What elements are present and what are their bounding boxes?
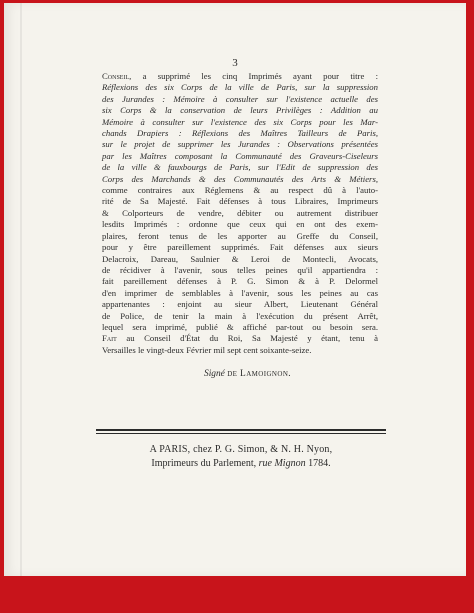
body-line-segment: Delacroix, Dareau, Saulnier & Leroi de Montecli, Avocats, bbox=[102, 253, 378, 264]
body-line-segment: Conseil bbox=[102, 71, 130, 81]
signed-word: Signé bbox=[204, 369, 225, 379]
body-line-segment: Réflexions des six Corps de la ville de Paris, sur la suppression bbox=[102, 82, 378, 93]
body-line bbox=[102, 242, 378, 253]
body-line bbox=[102, 288, 378, 299]
body-line-segment: lesdits Imprimés : ordonne que ceux qui en ont des exem- bbox=[102, 219, 378, 230]
body-line bbox=[102, 276, 378, 287]
body-line bbox=[102, 185, 378, 196]
body-line bbox=[102, 208, 378, 219]
body-line-segment: des Jurandes : Mémoire à consulter sur l'existence actuelle des bbox=[102, 93, 378, 104]
body-line-segment: au Conseil d'État du Roi, Sa Majesté y étant, tenu à bbox=[116, 333, 378, 344]
body-line bbox=[102, 151, 378, 162]
body-line bbox=[102, 299, 378, 310]
body-line bbox=[102, 139, 378, 150]
body-line-segment: Fait bbox=[102, 333, 117, 344]
body-line-segment: appartenantes : enjoint au sieur Albert, Lieutenant Général bbox=[102, 299, 378, 310]
decree-body-text bbox=[102, 71, 378, 356]
body-line-segment: sur le projet de supprimer les Jurandes : Observations présentées bbox=[102, 139, 378, 150]
body-line bbox=[102, 231, 378, 242]
body-line-segment: Mémoire à consulter sur l'existence des six Corps pour les Mar- bbox=[102, 116, 378, 127]
body-line bbox=[102, 117, 378, 128]
body-line bbox=[102, 311, 378, 322]
page-gutter-shadow bbox=[20, 3, 22, 576]
document-page bbox=[4, 3, 466, 576]
body-line bbox=[102, 322, 378, 333]
body-line-segment: de Police, de tenir la main à l'exécution du présent Arrêt, bbox=[102, 310, 378, 321]
imprint-street: rue Mignon bbox=[258, 458, 306, 469]
body-line-segment: par les Maîtres composant la Communauté des Graveurs-Ciseleurs bbox=[102, 150, 378, 161]
imprint-line-1: A PARIS, chez P. G. Simon, & N. H. Nyon, bbox=[149, 444, 333, 455]
body-line bbox=[102, 219, 378, 230]
body-line bbox=[102, 174, 378, 185]
imprint-line-2 bbox=[96, 458, 386, 469]
body-line-segment: six Corps & la conservation de leurs Privilèges : Addition au bbox=[102, 105, 378, 116]
body-line-segment: comme contraires aux Réglemens & au respect dû à l'auto- bbox=[102, 185, 378, 196]
body-line bbox=[102, 71, 378, 82]
body-line-segment: de récidiver à l'avenir, sous telles peines qu'il appartiendra : bbox=[102, 264, 378, 275]
body-line bbox=[102, 162, 378, 173]
imprint-year: 1784. bbox=[305, 458, 331, 469]
body-line bbox=[102, 82, 378, 93]
signatory-name: de Lamoignon. bbox=[227, 369, 292, 379]
page-number: 3 bbox=[232, 57, 238, 69]
imprint-printer: Imprimeurs du Parlement, bbox=[151, 458, 259, 469]
body-line-segment: d'en imprimer de semblables à l'avenir, sous les peines au cas bbox=[102, 287, 378, 298]
body-line bbox=[102, 94, 378, 105]
body-line-segment: , a supprimé les cinq Imprimés ayant pour titre : bbox=[129, 71, 378, 81]
body-line bbox=[102, 196, 378, 207]
body-line bbox=[102, 345, 378, 356]
imprint-rule-thick bbox=[96, 429, 386, 431]
body-line-segment: de la ville & fauxbourgs de Paris, sur l'Edit de suppression des bbox=[102, 162, 378, 173]
imprint-rule-thin bbox=[96, 433, 386, 434]
body-line-segment: fait pareillement défenses à P. G. Simon & à P. Delormel bbox=[102, 276, 378, 287]
body-line-segment: Versailles le vingt-deux Février mil sept cent soixante-seize. bbox=[102, 344, 312, 355]
body-line-segment: rité de Sa Majesté. Fait défenses à tous Libraires, Imprimeurs bbox=[102, 196, 378, 207]
body-line bbox=[102, 333, 378, 344]
body-line bbox=[102, 128, 378, 139]
body-line bbox=[102, 105, 378, 116]
signature-line bbox=[204, 369, 291, 379]
body-line-segment: plaires, feront tenus de les apporter au Greffe du Conseil, bbox=[102, 230, 378, 241]
body-line-segment: chands Drapiers : Réflexions des Maîtres Tailleurs de Paris, bbox=[102, 128, 378, 139]
body-line-segment: lequel sera imprimé, publié & affiché par-tout ou besoin sera. bbox=[102, 321, 378, 332]
body-line-segment: & Colporteurs de vendre, débiter ou autrement distribuer bbox=[102, 207, 378, 218]
body-line bbox=[102, 265, 378, 276]
body-line-segment: pour y être pareillement supprimés. Fait défenses aux sieurs bbox=[102, 242, 378, 253]
body-line bbox=[102, 254, 378, 265]
body-line-segment: Corps des Marchands & des Communautés des Arts & Métiers, bbox=[102, 173, 378, 184]
